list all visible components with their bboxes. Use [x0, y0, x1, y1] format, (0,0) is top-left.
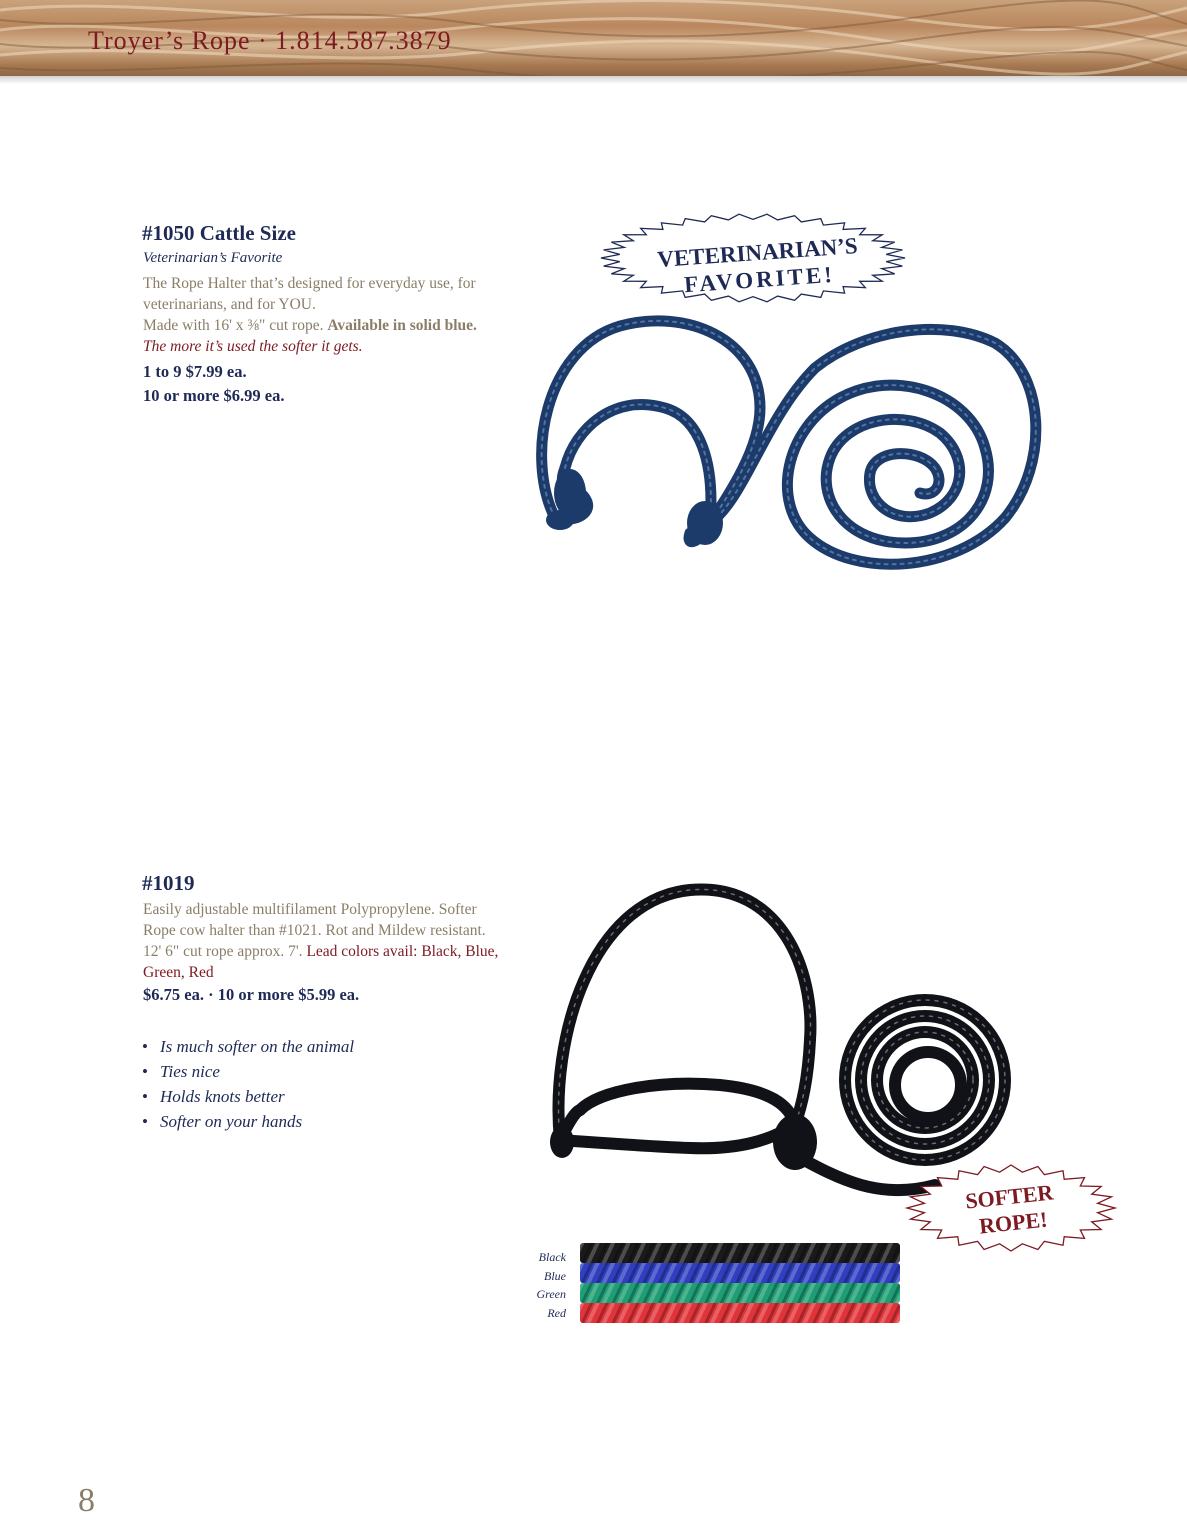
description-line: 12' 6" cut rope approx. 7'. Lead colors avail: Black, Blue, — [143, 943, 499, 960]
list-item: • Softer on your hands — [142, 1109, 354, 1134]
product-1050-description — [143, 273, 543, 357]
swatch-red — [580, 1303, 900, 1323]
header-banner — [0, 0, 1187, 76]
list-item: • Is much softer on the animal — [142, 1034, 354, 1059]
badge-line-2: FAVORITE! — [683, 261, 836, 298]
swatch-label-blue: Blue — [544, 1268, 566, 1283]
swatch-label-green: Green — [536, 1287, 566, 1301]
description-line: Made with 16' x ⅜" cut rope. Available in solid blue. — [143, 317, 477, 334]
veterinarians-favorite-badge — [598, 210, 908, 305]
product-1019-description — [143, 899, 533, 983]
blue-rope-halter-image — [525, 298, 1055, 598]
list-item: • Holds knots better — [142, 1084, 354, 1109]
description-line: Green, Red — [143, 964, 214, 981]
description-line: The Rope Halter that’s designed for everyday use, for — [143, 275, 476, 292]
header-title: Troyer’s Rope · 1.814.587.3879 — [88, 26, 452, 55]
badge-line-1: VETERINARIAN’S — [656, 233, 859, 272]
product-1050-price-1: 1 to 9 $7.99 ea. — [143, 362, 247, 381]
swatch-label-red: Red — [547, 1305, 566, 1320]
product-1050-subtitle: Veterinarian’s Favorite — [143, 250, 283, 266]
description-line: Rope cow halter than #1021. Rot and Mildew resistant. — [143, 922, 486, 939]
swatch-labels — [520, 1248, 566, 1322]
feature-list — [142, 1034, 354, 1134]
description-accent: The more it’s used the softer it gets. — [143, 338, 363, 355]
badge-line-1: SOFTER — [964, 1179, 1055, 1214]
list-item: • Ties nice — [142, 1059, 354, 1084]
badge-line-2: ROPE! — [977, 1206, 1049, 1239]
softer-rope-badge — [904, 1162, 1119, 1254]
description-line: veterinarians, and for YOU. — [143, 296, 316, 313]
product-1050-title: #1050 Cattle Size — [142, 221, 296, 245]
swatch-label-black: Black — [538, 1250, 566, 1264]
swatch-blue — [580, 1263, 900, 1283]
product-1050-price-2: 10 or more $6.99 ea. — [143, 386, 285, 405]
page-number: 8 — [78, 1482, 95, 1519]
header-shadow — [0, 76, 1187, 84]
black-rope-halter-image — [540, 880, 1080, 1210]
description-line: Easily adjustable multifilament Polypropylene. Softer — [143, 901, 477, 918]
product-1019-title: #1019 — [142, 871, 195, 895]
swatch-black — [580, 1243, 900, 1263]
product-1019-price: $6.75 ea. · 10 or more $5.99 ea. — [143, 985, 360, 1004]
swatch-green — [580, 1283, 900, 1303]
